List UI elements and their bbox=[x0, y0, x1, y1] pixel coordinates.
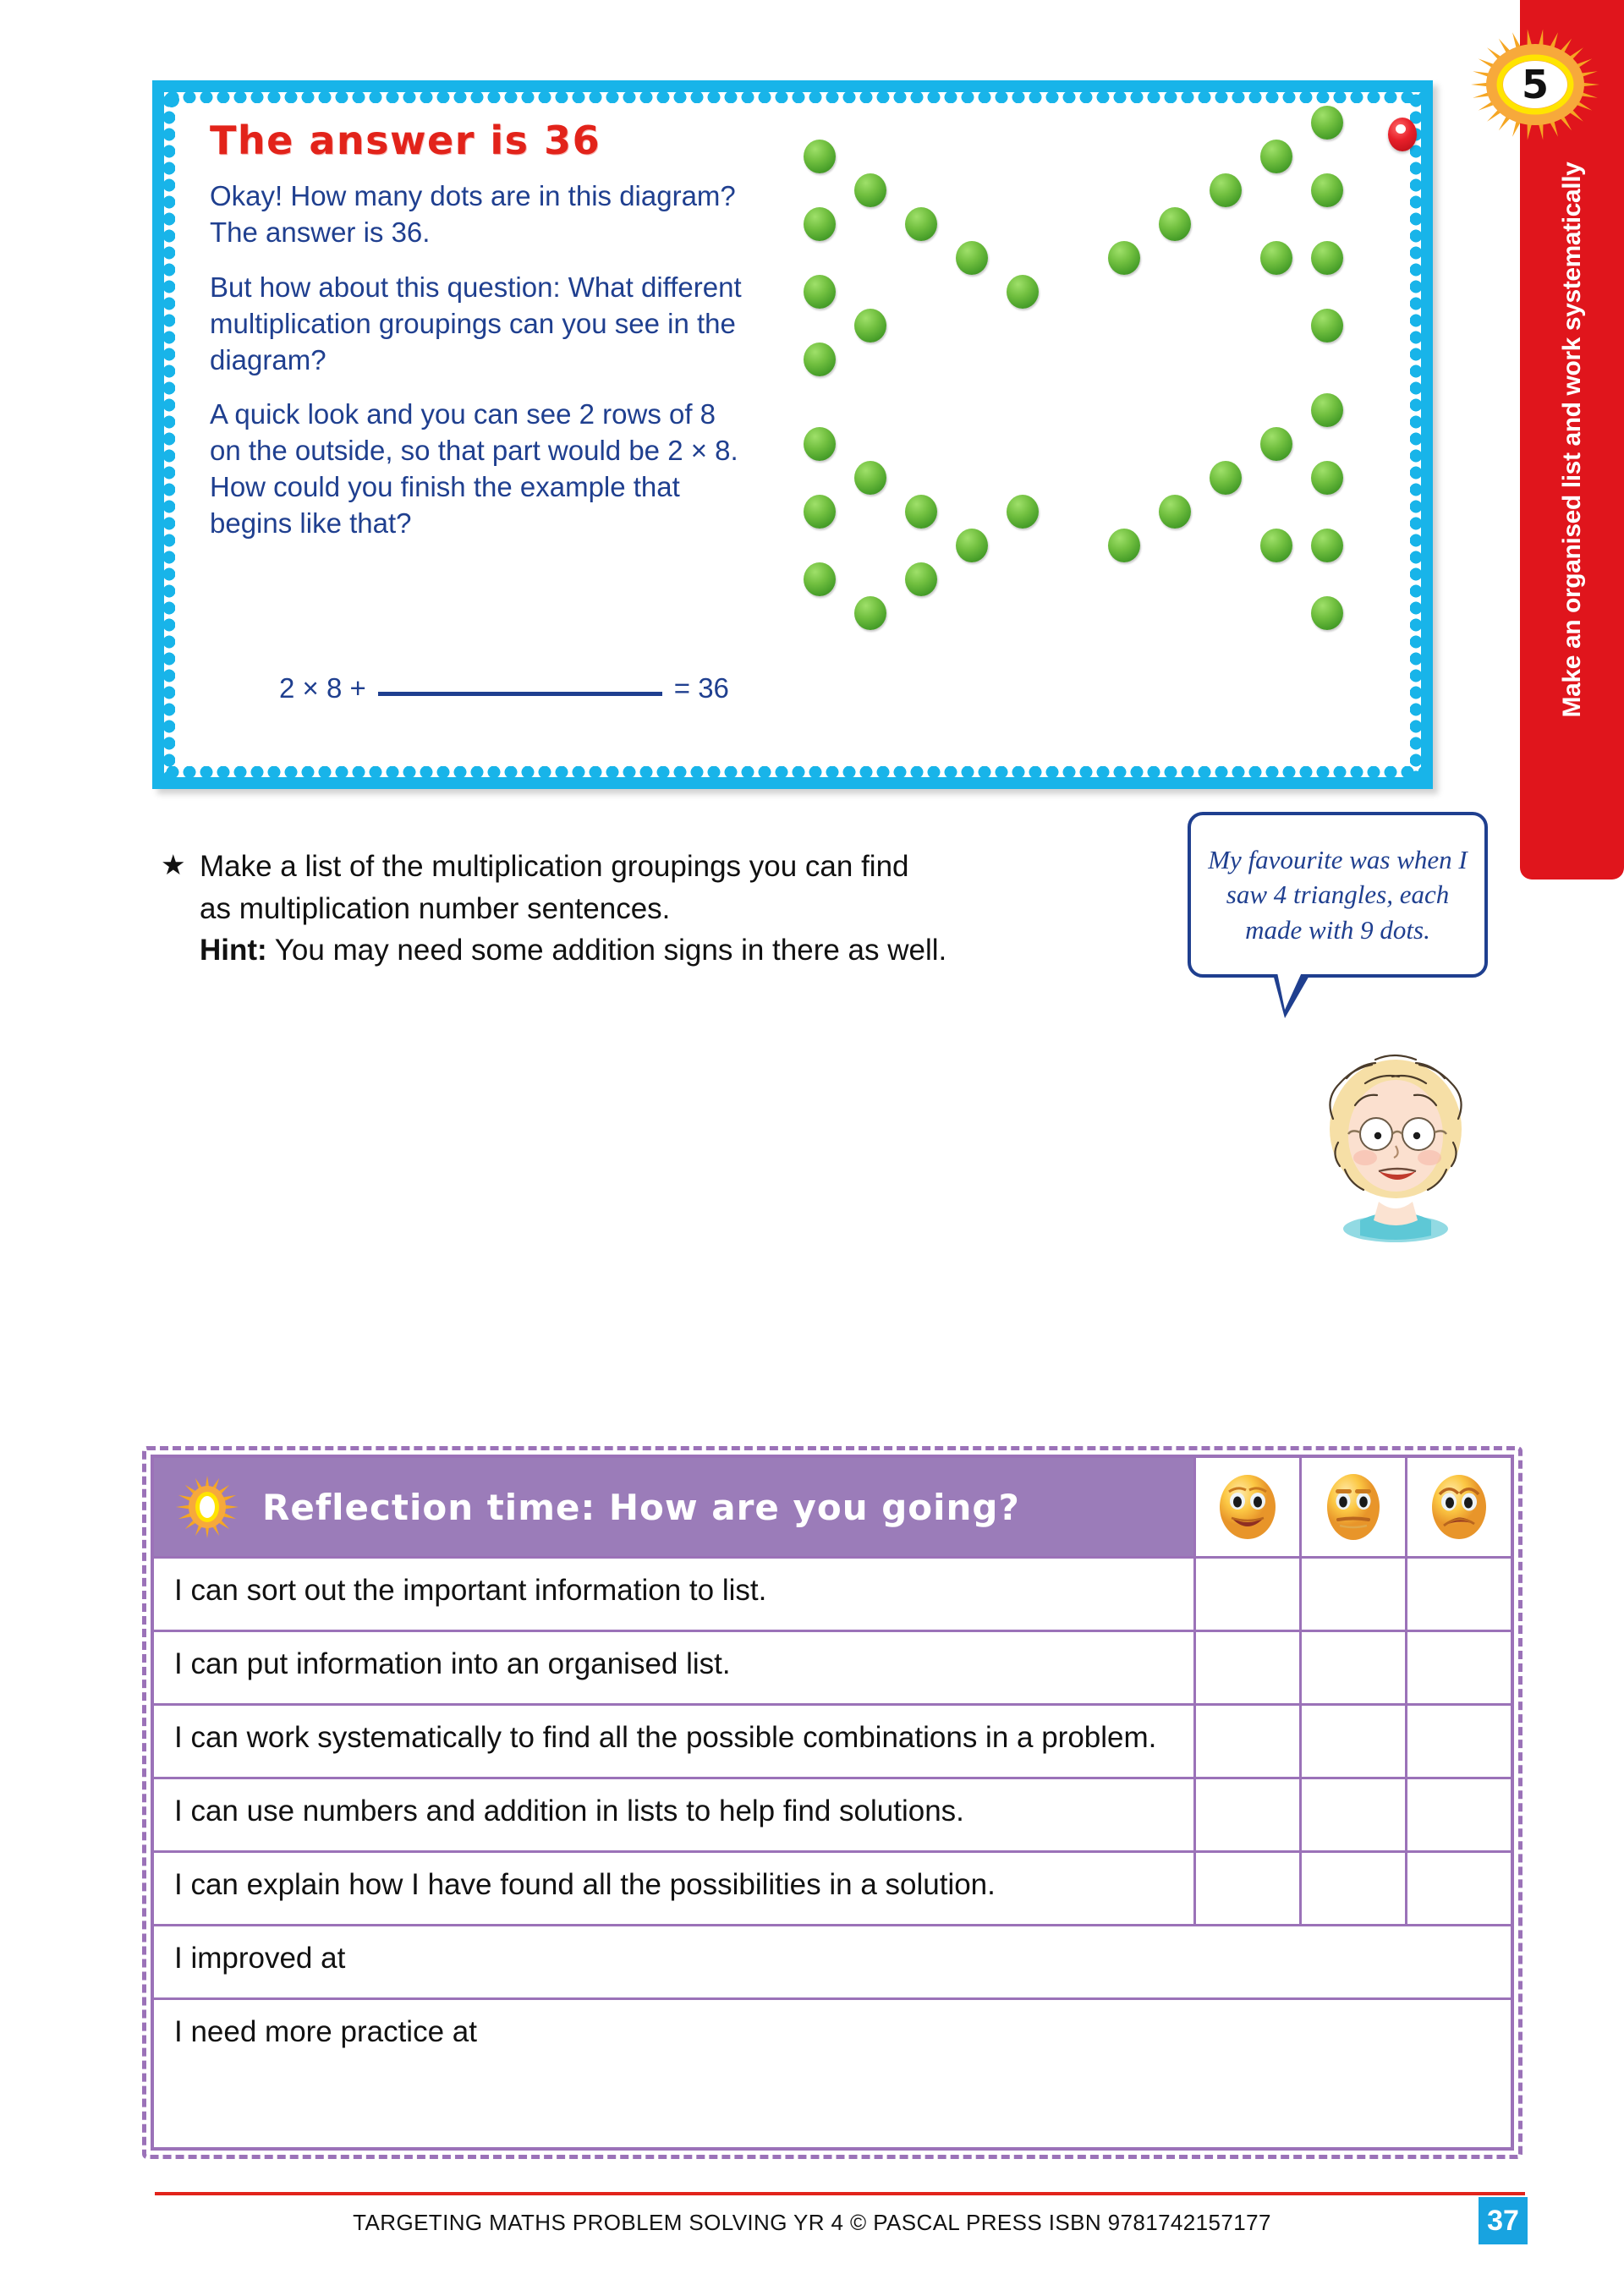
reflection-row bbox=[154, 1997, 1511, 2071]
diagram-dot bbox=[1108, 241, 1140, 275]
reflection-tick-cells bbox=[1193, 1559, 1511, 1630]
reflection-row-label: I can explain how I have found all the possibilities in a solution. bbox=[174, 1868, 996, 1901]
reflection-row bbox=[154, 1630, 1511, 1703]
reflection-tick-cells bbox=[1193, 1706, 1511, 1777]
reflection-title: Reflection time: How are you going? bbox=[262, 1486, 1020, 1528]
diagram-dot bbox=[1311, 529, 1343, 562]
reflection-tick-cell[interactable] bbox=[1193, 1706, 1299, 1777]
reflection-row bbox=[154, 1850, 1511, 1924]
reflection-tick-cell[interactable] bbox=[1299, 1779, 1405, 1850]
panel-paragraph: But how about this question: What different multiplication groupings can you see in the diagram? bbox=[210, 271, 742, 375]
diagram-dot bbox=[1159, 207, 1191, 241]
diagram-dot bbox=[1159, 495, 1191, 529]
diagram-dot bbox=[1210, 461, 1242, 495]
reflection-row-label: I need more practice at bbox=[174, 2015, 477, 2048]
panel-scallop-top bbox=[164, 92, 1421, 103]
diagram-dot bbox=[1260, 529, 1292, 562]
diagram-dot bbox=[956, 529, 988, 562]
instruction-hint bbox=[200, 929, 1176, 972]
reflection-row bbox=[154, 1556, 1511, 1630]
hint-label: Hint: bbox=[200, 934, 267, 967]
equation-rhs: = 36 bbox=[673, 672, 729, 704]
sad-face-icon bbox=[1423, 1471, 1495, 1543]
dot-diagram bbox=[804, 106, 1362, 748]
reflection-tick-cells bbox=[1193, 1632, 1511, 1703]
sun-icon bbox=[174, 1474, 240, 1540]
face-header-cells bbox=[1193, 1458, 1511, 1556]
footer-rule bbox=[155, 2192, 1525, 2195]
diagram-dot bbox=[804, 495, 836, 529]
reflection-tick-cell[interactable] bbox=[1405, 1706, 1511, 1777]
panel-paragraph: Okay! How many dots are in this diagram? The answer is 36. bbox=[210, 180, 736, 248]
diagram-dot bbox=[1210, 173, 1242, 207]
diagram-dot bbox=[1260, 140, 1292, 173]
reflection-row-label: I can put information into an organised list. bbox=[174, 1647, 731, 1680]
reflection-row bbox=[154, 1703, 1511, 1777]
diagram-dot bbox=[804, 140, 836, 173]
happy-face-icon bbox=[1211, 1471, 1284, 1543]
diagram-dot bbox=[804, 275, 836, 309]
reflection-tick-cell[interactable] bbox=[1405, 1853, 1511, 1924]
unit-number: 5 bbox=[1521, 62, 1550, 107]
reflection-tick-cell[interactable] bbox=[1299, 1632, 1405, 1703]
reflection-tick-cell[interactable] bbox=[1405, 1779, 1511, 1850]
panel-paragraph: A quick look and you can see 2 rows of 8 on the outside, so that part would be 2 × 8. How could you finish the example that begins like that? bbox=[210, 398, 738, 540]
reflection-tick-cell[interactable] bbox=[1299, 1706, 1405, 1777]
reflection-table bbox=[151, 1455, 1514, 2151]
reflection-tick-cells bbox=[1193, 1853, 1511, 1924]
reflection-tick-cells bbox=[1193, 1779, 1511, 1850]
reflection-row-label: I can sort out the important information to list. bbox=[174, 1574, 767, 1607]
diagram-dot bbox=[1007, 495, 1039, 529]
panel-scallop-bottom bbox=[164, 766, 1421, 777]
reflection-row-label: I can work systematically to find all the possible combinations in a problem. bbox=[174, 1721, 1157, 1754]
page-title: The answer is 36 bbox=[210, 118, 601, 163]
page-number: 37 bbox=[1479, 2197, 1528, 2244]
speech-bubble-tail bbox=[1273, 974, 1310, 1018]
diagram-dot bbox=[854, 596, 886, 630]
panel-body bbox=[210, 178, 751, 561]
instruction-line-2: as multiplication number sentences. bbox=[200, 891, 671, 925]
reflection-header bbox=[154, 1458, 1511, 1556]
reflection-row bbox=[154, 1777, 1511, 1850]
diagram-dot bbox=[956, 241, 988, 275]
reflection-tick-cell[interactable] bbox=[1405, 1632, 1511, 1703]
reflection-tick-cell[interactable] bbox=[1193, 1853, 1299, 1924]
diagram-dot bbox=[804, 562, 836, 596]
diagram-dot bbox=[804, 207, 836, 241]
panel-scallop-left bbox=[164, 92, 175, 777]
answer-panel bbox=[152, 80, 1433, 789]
happy-face-cell[interactable] bbox=[1193, 1458, 1299, 1556]
equation-line bbox=[279, 672, 729, 704]
diagram-dot bbox=[1311, 596, 1343, 630]
reflection-row bbox=[154, 1924, 1511, 1997]
diagram-dot bbox=[854, 461, 886, 495]
reflection-tick-cell[interactable] bbox=[1299, 1853, 1405, 1924]
reflection-tick-cell[interactable] bbox=[1405, 1559, 1511, 1630]
diagram-dot bbox=[1007, 275, 1039, 309]
reflection-tick-cell[interactable] bbox=[1193, 1559, 1299, 1630]
sad-face-cell[interactable] bbox=[1405, 1458, 1511, 1556]
unit-sun-badge bbox=[1468, 17, 1603, 152]
panel-scallop-right bbox=[1410, 92, 1421, 777]
neutral-face-cell[interactable] bbox=[1299, 1458, 1405, 1556]
diagram-dot bbox=[905, 207, 937, 241]
star-icon: ★ bbox=[161, 849, 186, 880]
instruction-line-1: Make a list of the multiplication groupings you can find bbox=[200, 850, 909, 883]
speech-bubble bbox=[1188, 812, 1488, 978]
instruction-block bbox=[161, 846, 1176, 972]
diagram-dot bbox=[1311, 106, 1343, 140]
hint-text: You may need some addition signs in there as well. bbox=[266, 934, 947, 967]
diagram-dot bbox=[1108, 529, 1140, 562]
reflection-tick-cell[interactable] bbox=[1193, 1779, 1299, 1850]
reflection-tick-cell[interactable] bbox=[1299, 1559, 1405, 1630]
diagram-dot bbox=[1260, 241, 1292, 275]
diagram-dot bbox=[1311, 241, 1343, 275]
diagram-dot bbox=[1311, 173, 1343, 207]
reflection-row-label: I improved at bbox=[174, 1942, 346, 1975]
equation-lhs: 2 × 8 + bbox=[279, 672, 366, 704]
diagram-dot bbox=[804, 427, 836, 461]
neutral-face-icon bbox=[1317, 1471, 1390, 1543]
reflection-rows bbox=[154, 1556, 1511, 2071]
side-tab-label: Make an organised list and work systematically bbox=[1557, 162, 1586, 718]
diagram-dot bbox=[804, 342, 836, 376]
reflection-section bbox=[142, 1446, 1522, 2159]
diagram-dot bbox=[1311, 461, 1343, 495]
diagram-dot bbox=[905, 562, 937, 596]
diagram-dot bbox=[854, 173, 886, 207]
diagram-dot bbox=[905, 495, 937, 529]
reflection-row-label: I can use numbers and addition in lists to help find solutions. bbox=[174, 1795, 964, 1827]
reflection-tick-cell[interactable] bbox=[1193, 1632, 1299, 1703]
speech-bubble-text: My favourite was when I saw 4 triangles, each made with 9 dots. bbox=[1208, 844, 1468, 945]
diagram-dot bbox=[1260, 427, 1292, 461]
red-bead-icon bbox=[1388, 118, 1417, 151]
teacher-avatar bbox=[1294, 1027, 1497, 1247]
diagram-dot bbox=[1311, 393, 1343, 427]
diagram-dot bbox=[854, 309, 886, 342]
equation-blank-field[interactable] bbox=[378, 692, 662, 696]
footer-text: TARGETING MATHS PROBLEM SOLVING YR 4 © PASCAL PRESS ISBN 9781742157177 bbox=[353, 2210, 1271, 2235]
diagram-dot bbox=[1311, 309, 1343, 342]
